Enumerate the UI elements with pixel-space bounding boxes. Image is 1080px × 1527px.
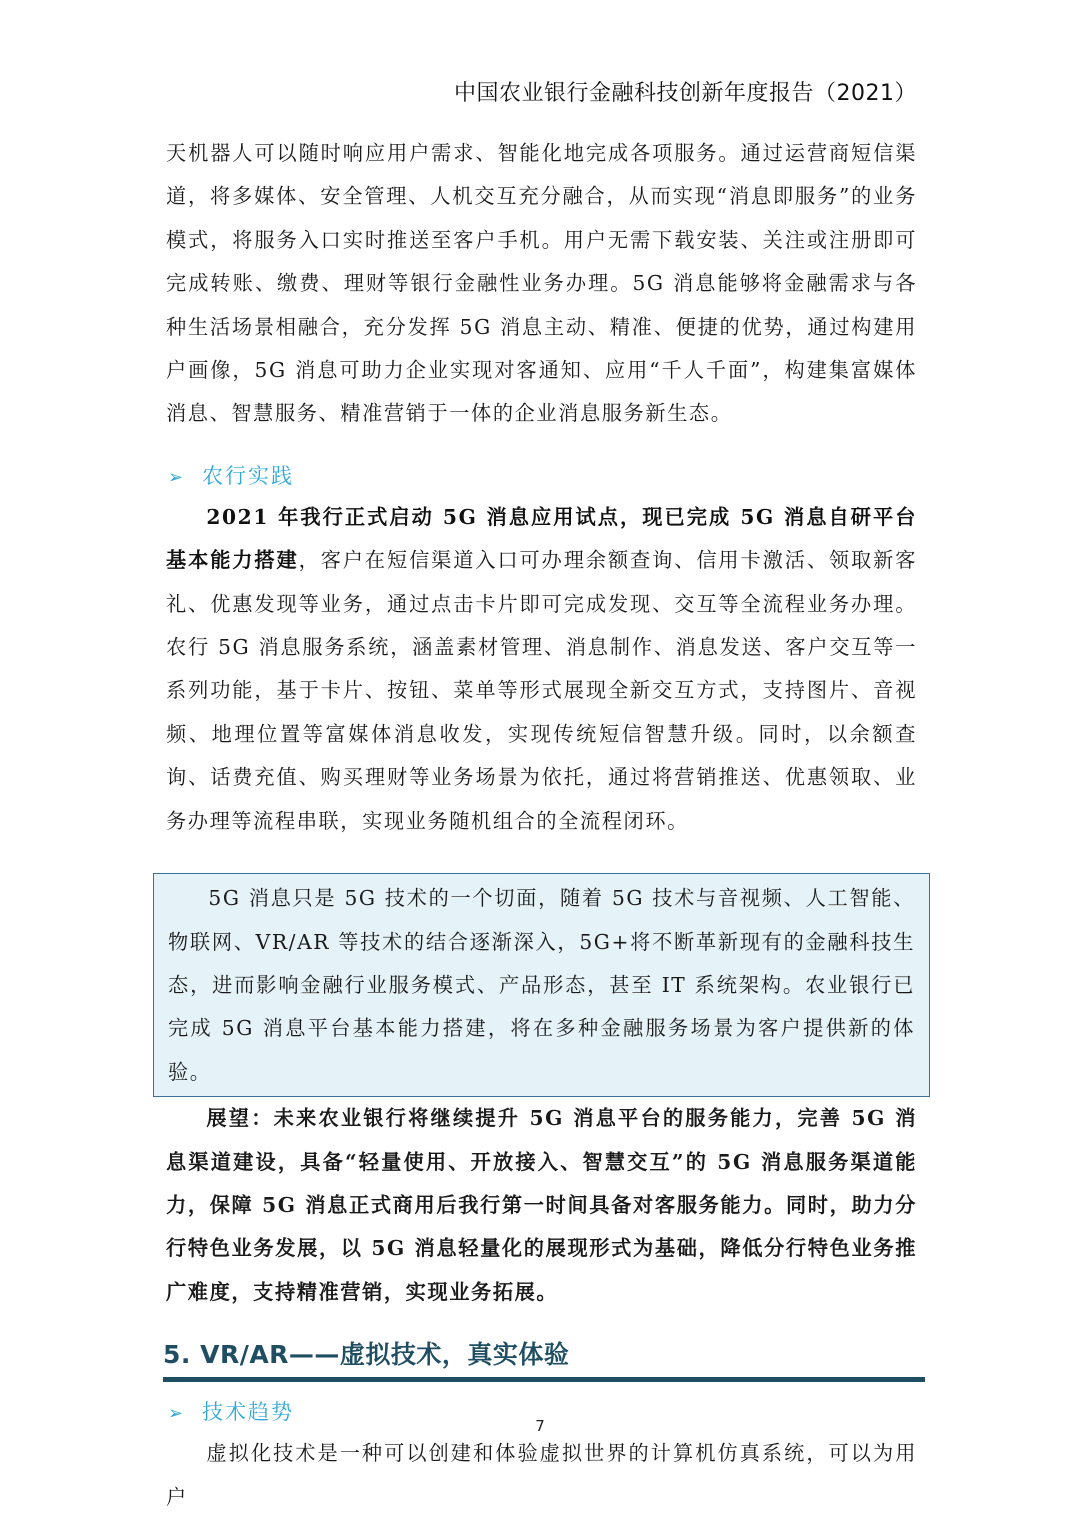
callout-box xyxy=(153,873,930,1097)
outlook-paragraph: 展望：未来农业银行将继续提升 5G 消息平台的服务能力，完善 5G 消息渠道建设，具备“轻量使用、开放接入、智慧交互”的 5G 消息服务渠道能力，保障 5G 消息正式商用后我行第一时间具备对客服务能力。同时，助力分行特色业务发展，以 5G 消息轻量化的展现形式为基础，降低分行特色业务推广难度，支持精准营销，实现业务拓展。 xyxy=(166,1106,917,1304)
arrow-bullet-icon: ➢ xyxy=(168,1403,186,1425)
section-heading-practice xyxy=(166,456,917,496)
section-heading-practice-label: 农行实践 xyxy=(202,463,294,488)
intro-paragraph: 天机器人可以随时响应用户需求、智能化地完成各项服务。通过运营商短信渠道，将多媒体、安全管理、人机交互充分融合，从而实现“消息即服务”的业务模式，将服务入口实时推送至客户手机。用户无需下载安装、关注或注册即可完成转账、缴费、理财等银行金融性业务办理。5G 消息能够将金融需求与各种生活场景相融合，充分发挥 5G 消息主动、精准、便捷的优势，通过构建用户画像，5G 消息可助力企业实现对客通知、应用“千人千面”，构建集富媒体消息、智慧服务、精准营销于一体的企业消息服务新生态。 xyxy=(166,141,917,426)
callout-text: 5G 消息只是 5G 技术的一个切面，随着 5G 技术与音视频、人工智能、物联网、VR/AR 等技术的结合逐渐深入，5G+将不断革新现有的金融科技生态，进而影响金融行业服务模式、产品形态，甚至 IT 系统架构。农业银行已完成 5G 消息平台基本能力搭建，将在多种金融服务场景为客户提供新的体验。 xyxy=(168,886,915,1084)
page-number: 7 xyxy=(535,1417,545,1435)
page-content xyxy=(163,132,917,1519)
chapter-divider xyxy=(163,1377,925,1382)
vr-intro-paragraph: 虚拟化技术是一种可以创建和体验虚拟世界的计算机仿真系统，可以为用户 xyxy=(166,1441,917,1509)
chapter-title: 5. VR/AR——虚拟技术，真实体验 xyxy=(163,1340,570,1370)
report-header-title: 中国农业银行金融科技创新年度报告（2021） xyxy=(454,81,917,106)
practice-paragraph xyxy=(166,496,917,843)
section-heading-trend-label: 技术趋势 xyxy=(202,1400,294,1425)
chapter-heading xyxy=(163,1336,917,1388)
practice-paragraph-rest: ，客户在短信渠道入口可办理余额查询、信用卡激活、领取新客礼、优惠发现等业务，通过点击卡片即可完成发现、交互等全流程业务办理。农行 5G 消息服务系统，涵盖素材管理、消息制作、消息发送、客户交互等一系列功能，基于卡片、按钮、菜单等形式展现全新交互方式，支持图片、音视频、地理位置等富媒体消息收发，实现传统短信智慧升级。同时，以余额查询、话费充值、购买理财等业务场景为依托，通过将营销推送、优惠领取、业务办理等流程串联，实现业务随机组合的全流程闭环。 xyxy=(166,548,917,833)
arrow-bullet-icon: ➢ xyxy=(168,466,186,488)
practice-bold-lead: 2021 年我行正式启动 5G 消息应用试点，现已完成 5G 消息自研平台基本能力搭建 xyxy=(166,504,917,573)
